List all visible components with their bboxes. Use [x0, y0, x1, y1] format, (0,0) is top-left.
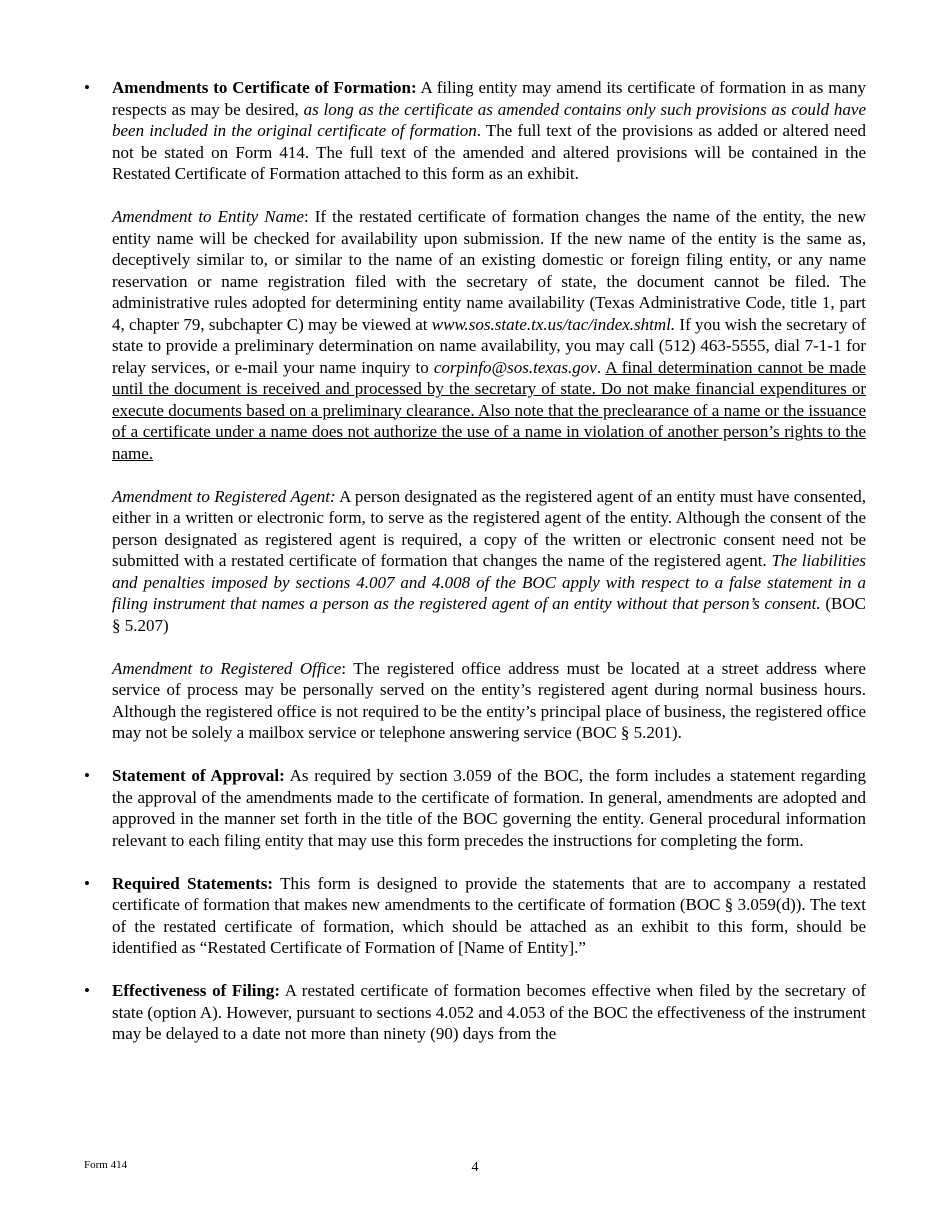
section-effectiveness [84, 980, 866, 1045]
amendments-heading: Amendments to Certificate of Formation: [112, 78, 417, 97]
registered-agent-paragraph: Amendment to Registered Agent: A person designated as the registered agent of an entity must have consented, either in a written or electronic form, to serve as the registered agent of the entity. Although the consent of the person designated as registered agent is required, a copy of the written or electronic consent need not be submitted with a restated certificate of formation that changes the name of the registered agent. The liabilities and penalties imposed by sections 4.007 and 4.008 of the BOC apply with respect to a false statement in a filing instrument that names a person as the registered agent of an entity without that person’s consent. (BOC § 5.207) [112, 486, 866, 635]
document-body [84, 77, 866, 1066]
bullet-icon: • [84, 981, 90, 1000]
required-statements-paragraph: Required Statements: This form is designed to provide the statements that are to accompany a restated certificate of formation that makes new amendments to the certificate of formation (BOC § 3.059(d)). The text of the restated certificate of formation, which should be attached as an exhibit to this form, should be identified as “Restated Certificate of Formation of [Name of Entity].” [112, 873, 866, 957]
section-approval [84, 765, 866, 851]
approval-paragraph: Statement of Approval: As required by section 3.059 of the BOC, the form includes a statement regarding the approval of the amendments made to the certificate of formation. In general, amendments are adopted and approved in the manner set forth in the title of the BOC governing the entity. General procedural information relevant to each filing entity that may use this form precedes the instructions for completing the form. [112, 766, 866, 850]
approval-heading: Statement of Approval: [112, 766, 285, 785]
bullet-icon: • [84, 873, 90, 893]
footer-form-label: Form 414 [84, 1159, 128, 1171]
required-statements-heading: Required Statements: [112, 873, 273, 893]
bullet-icon: • [84, 78, 90, 97]
corpinfo-email: corpinfo@sos.texas.gov [433, 357, 597, 377]
bullet-icon: • [84, 766, 90, 785]
section-amendments [84, 77, 866, 744]
liabilities-statement: The liabilities and penalties imposed by sections 4.007 and 4.008 of the BOC apply with respect to a false statement in a filing instrument that names a person as the registered agent of an entity without that person’s consent. [112, 551, 866, 613]
registered-office-label: Amendment to Registered Office [112, 658, 342, 678]
entity-name-label: Amendment to Entity Name [112, 207, 304, 226]
tac-url: www.sos.state.tx.us/tac/index.shtml. [431, 314, 676, 334]
final-determination-notice: A final determination cannot be made until the document is received and processed by the secretary of state. Do not make financial expenditures or execute documents based on a preliminary clearance. Also note that the preclearance of a name or the issuance of a certificate under a name does not authorize the use of a name in violation of another person’s rights to the name. [112, 357, 867, 463]
amendments-paragraph: Amendments to Certificate of Formation: A filing entity may amend its certificate of formation in as many respects as may be desired, as long as the certificate as amended contains only such provisions as could have been included in the original certificate of formation. The full text of the provisions as added or altered need not be stated on Form 414. The full text of the amended and altered provisions will be contained in the Restated Certificate of Formation attached to this form as an exhibit. [112, 78, 866, 183]
effectiveness-paragraph: Effectiveness of Filing: A restated certificate of formation becomes effective when filed by the secretary of state (option A). However, pursuant to sections 4.052 and 4.053 of the BOC the effectiveness of the instrument may be delayed to a date not more than ninety (90) days from the [112, 981, 866, 1043]
section-required-statements [84, 873, 866, 959]
registered-office-paragraph: Amendment to Registered Office: The registered office address must be located at a street address where service of process may be personally served on the entity’s registered agent during normal business hours. Although the registered office is not required to be the entity’s principal place of business, the registered office may not be solely a mailbox service or telephone answering service (BOC § 5.201). [112, 658, 866, 742]
effectiveness-heading: Effectiveness of Filing: [112, 981, 281, 1000]
footer-page-number: 4 [471, 1160, 479, 1175]
entity-name-paragraph: Amendment to Entity Name: If the restated certificate of formation changes the name of the entity, the new entity name will be checked for availability upon submission. If the new name of the entity is the same as, deceptively similar to, or similar to the name of an existing domestic or foreign filing entity, or any name reservation or name registration filed with the secretary of state, the document cannot be filed. The administrative rules adopted for determining entity name availability (Texas Administrative Code, title 1, part 4, chapter 79, subchapter C) may be viewed at www.sos.state.tx.us/tac/index.shtml. If you wish the secretary of state to provide a preliminary determination on name availability, you may call (512) 463-5555, dial 7-1-1 for relay services, or e-mail your name inquiry to corpinfo@sos.texas.gov. A final determination cannot be made until the document is received and processed by the secretary of state. Do not make financial expenditures or execute documents based on a preliminary clearance. Also note that the preclearance of a name or the issuance of a certificate under a name does not authorize the use of a name in violation of another person’s rights to the name. [112, 207, 867, 463]
registered-agent-label: Amendment to Registered Agent: [112, 486, 336, 506]
